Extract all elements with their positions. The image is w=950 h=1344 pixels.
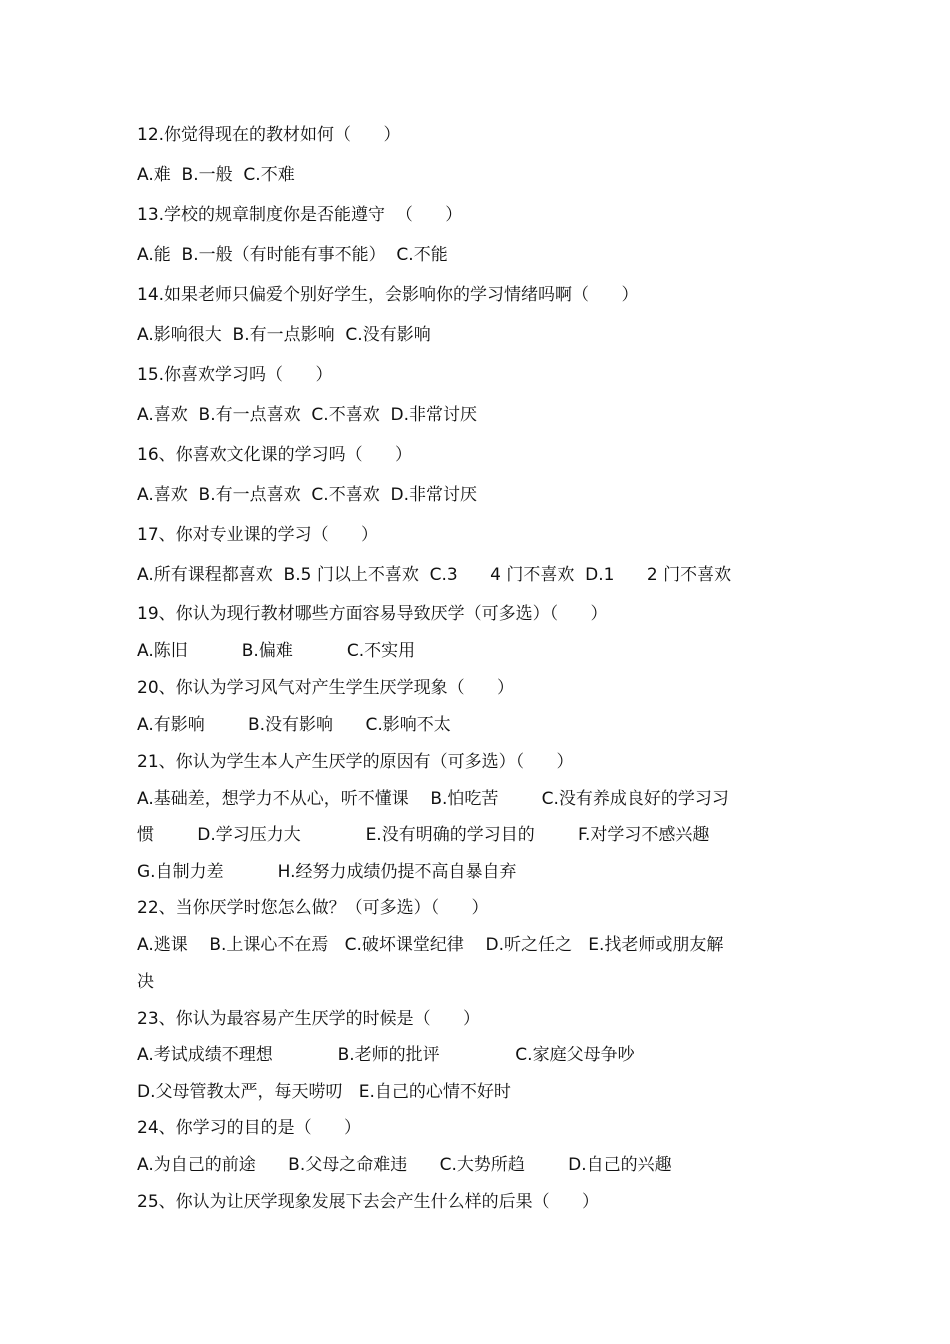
options-22-line-2: 决 xyxy=(137,972,154,992)
options-13: A.能 B.一般（有时能有事不能） C.不能 xyxy=(137,245,448,265)
options-21-line-1: A.基础差，想学力不从心，听不懂课 B.怕吃苦 C.没有养成良好的学习习 xyxy=(137,789,729,809)
question-15: 15.你喜欢学习吗（ ） xyxy=(137,365,333,385)
options-19: A.陈旧 B.偏难 C.不实用 xyxy=(137,641,416,661)
question-17: 17、你对专业课的学习（ ） xyxy=(137,525,379,545)
question-24: 24、你学习的目的是（ ） xyxy=(137,1118,362,1138)
options-16: A.喜欢 B.有一点喜欢 C.不喜欢 D.非常讨厌 xyxy=(137,485,477,505)
question-12: 12.你觉得现在的教材如何（ ） xyxy=(137,125,401,145)
question-21: 21、你认为学生本人产生厌学的原因有（可多选）（ ） xyxy=(137,752,574,772)
options-12: A.难 B.一般 C.不难 xyxy=(137,165,295,185)
options-20: A.有影响 B.没有影响 C.影响不太 xyxy=(137,715,451,735)
options-24: A.为自己的前途 B.父母之命难违 C.大势所趋 D.自己的兴趣 xyxy=(137,1155,672,1175)
options-14: A.影响很大 B.有一点影响 C.没有影响 xyxy=(137,325,431,345)
options-17: A.所有课程都喜欢 B.5 门以上不喜欢 C.3 4 门不喜欢 D.1 2 门不喜欢 xyxy=(137,565,732,585)
question-13: 13.学校的规章制度你是否能遵守 （ ） xyxy=(137,205,463,225)
question-22: 22、当你厌学时您怎么做？（可多选）（ ） xyxy=(137,898,489,918)
options-22-line-1: A.逃课 B.上课心不在焉 C.破坏课堂纪律 D.听之任之 E.找老师或朋友解 xyxy=(137,935,724,955)
question-25: 25、你认为让厌学现象发展下去会产生什么样的后果（ ） xyxy=(137,1192,600,1212)
question-23: 23、你认为最容易产生厌学的时候是（ ） xyxy=(137,1009,481,1029)
question-14: 14.如果老师只偏爱个别好学生，会影响你的学习情绪吗啊（ ） xyxy=(137,285,639,305)
options-21-line-3: G.自制力差 H.经努力成绩仍提不高自暴自弃 xyxy=(137,862,517,882)
options-21-line-2: 惯 D.学习压力大 E.没有明确的学习目的 F.对学习不感兴趣 xyxy=(137,825,710,845)
question-20: 20、你认为学习风气对产生学生厌学现象（ ） xyxy=(137,678,515,698)
question-16: 16、你喜欢文化课的学习吗（ ） xyxy=(137,445,413,465)
question-19: 19、你认为现行教材哪些方面容易导致厌学（可多选）（ ） xyxy=(137,604,608,624)
options-23-line-2: D.父母管教太严，每天唠叨 E.自己的心情不好时 xyxy=(137,1082,511,1102)
options-23-line-1: A.考试成绩不理想 B.老师的批评 C.家庭父母争吵 xyxy=(137,1045,635,1065)
options-15: A.喜欢 B.有一点喜欢 C.不喜欢 D.非常讨厌 xyxy=(137,405,477,425)
